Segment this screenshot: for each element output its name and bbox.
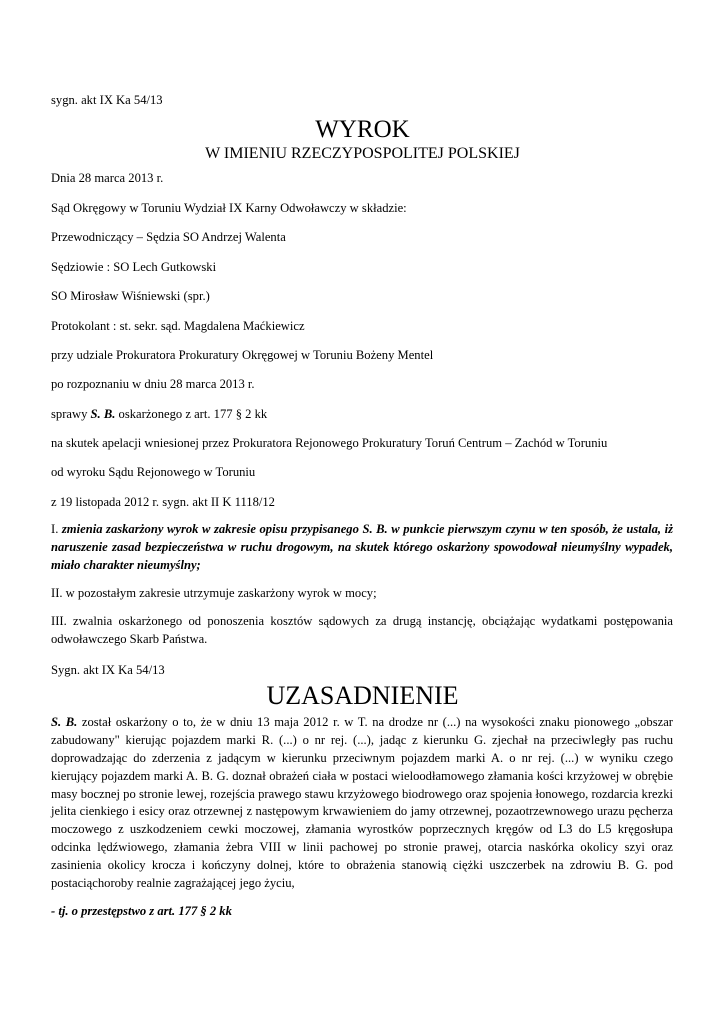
ruling-item-1 [51,521,673,575]
case-signature-bottom: Sygn. akt IX Ka 54/13 [51,663,165,677]
appeal-line: na skutek apelacji wniesionej przez Prokuratora Rejonowego Prokuratury Toruń Centrum – Zachód w Toruniu [51,436,608,450]
justification-text: został oskarżony o to, że w dniu 13 maja 2012 r. w T. na drodze nr (...) na wysokości znaku pionowego „obszar zabudowany" kierując pojazdem marki R. (...) o nr rej. (...), jadąc z kierunku G. zjechał na przeciwległy pas ruchu doprowadzając do zderzenia z jadącym w kierunku przeciwnym pojazdem marki A. o nr rej. (...) w wyniku czego kierujący pojazdem marki A. B. G. doznał obrażeń ciała w postaci wieloodłamowego złamania kości krzyżowej w obrębie masy bocznej po stronie lewej, rozejścia prawego stawu krzyżowego biodrowego oraz spojenia łonowego, rozdarcia krezki jelita cienkiego i esicy oraz otrzewnej z następowym krwawieniem do jamy otrzewnej, pozaotrzewnowego urazu pęcherza moczowego z uszkodzeniem cewki moczowej, złamania wyrostków poprzecznych kręgów od L3 do L5 kręgosłupa odcinka lędźwiowego, złamania żebra VIII w linii pachowej po stronie prawej, otarcia naskórka okolicy szyi oraz zasinienia okolicy krocza i kończyny dolnej, które to obrażenia stanowią ciężki uszczerbek na zdrowiu B. G. pod postaciąchoroby realnie zagrażającej jego życiu, [51,715,673,890]
judges: Sędziowie : SO Lech Gutkowski [51,260,217,274]
judgment-subtitle: W IMIENIU RZECZYPOSPOLITEJ POLSKIEJ [205,145,520,162]
ruling-item-1-number: I. [51,522,62,536]
charge-line: - tj. o przestępstwo z art. 177 § 2 kk [51,904,232,918]
case-charge: oskarżonego z art. 177 § 2 kk [115,407,268,421]
judge-rapporteur: SO Mirosław Wiśniewski (spr.) [51,289,210,303]
justification-defendant-name: S. B. [51,715,78,729]
defendant-name: S. B. [90,407,116,421]
case-prefix: sprawy [51,407,91,421]
presiding-judge: Przewodniczący – Sędzia SO Andrzej Walenta [51,230,286,244]
ruling-item-1-text: zmienia zaskarżony wyrok w zakresie opisu przypisanego S. B. w punkcie pierwszym czynu w ten sposób, że ustala, iż naruszenie zasad bezpieczeństwa w ruchu drogowym, na skutek którego oskarżony spowodował nieumyślny wypadek, miało charakter nieumyślny; [51,522,673,572]
judgment-title: WYROK [315,116,410,143]
hearing-date: po rozpoznaniu w dniu 28 marca 2013 r. [51,377,255,391]
lower-court-date: z 19 listopada 2012 r. sygn. akt II K 1118/12 [51,495,275,509]
case-signature-top: sygn. akt IX Ka 54/13 [51,93,163,107]
ruling-item-2: II. w pozostałym zakresie utrzymuje zaskarżony wyrok w mocy; [51,586,377,600]
judgment-date: Dnia 28 marca 2013 r. [51,171,164,185]
prosecutor-line: przy udziale Prokuratora Prokuratury Okręgowej w Toruniu Bożeny Mentel [51,348,434,362]
case-subject [51,406,673,424]
ruling-item-3: III. zwalnia oskarżonego od ponoszenia kosztów sądowych za drugą instancję, obciążając wydatkami postępowania odwoławczego Skarb Państwa. [51,614,673,646]
justification-paragraph [51,714,673,893]
justification-title: UZASADNIENIE [266,681,459,710]
lower-court-judgment: od wyroku Sądu Rejonowego w Toruniu [51,465,256,479]
court-composition: Sąd Okręgowy w Toruniu Wydział IX Karny Odwoławczy w składzie: [51,201,407,215]
court-clerk: Protokolant : st. sekr. sąd. Magdalena Maćkiewicz [51,319,305,333]
